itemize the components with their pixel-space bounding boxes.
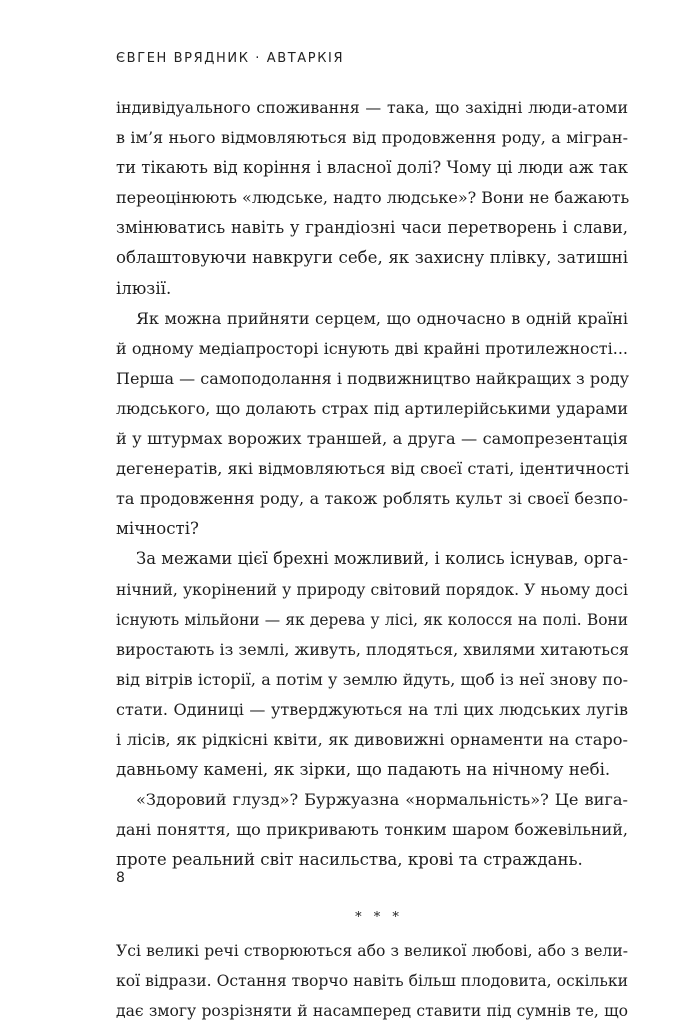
paragraph bbox=[116, 936, 628, 1026]
text-line: і лісів, як рідкісні квіти, як дивовижні орнаменти на старо- bbox=[116, 729, 628, 749]
text-line: давньому камені, як зірки, що падають на нічному небі. bbox=[116, 760, 611, 780]
text-line: мічності? bbox=[116, 519, 199, 539]
text-line: ти тікають від коріння і власної долі? Чому ці люди аж так bbox=[116, 158, 628, 178]
text-line: існують мільйони — як дерева у лісі, як колосся на полі. Вони bbox=[116, 610, 628, 629]
paragraph bbox=[116, 785, 628, 875]
text-line: виростають із землі, живуть, плодяться, хвилями хитаються bbox=[116, 639, 630, 659]
text-line: За межами цієї брехні можливий, і колись існував, орга- bbox=[136, 549, 628, 569]
text-line: Перша — самоподолання і подвижництво найкращих з роду bbox=[116, 368, 630, 388]
text-line: й одному медіапросторі існують дві крайні протилежності... bbox=[116, 338, 628, 358]
body-text bbox=[116, 93, 628, 1026]
section-separator: * * * bbox=[355, 910, 403, 926]
text-line: дає змогу розрізняти й насамперед ставити під сумнів те, що bbox=[116, 1001, 628, 1020]
text-line: нічний, укорінений у природу світовий порядок. У ньому досі bbox=[116, 580, 628, 599]
text-line: ілюзії. bbox=[116, 278, 172, 298]
text-line: Як можна прийняти серцем, що одночасно в одній країні bbox=[136, 308, 628, 328]
text-line: людського, що долають страх під артилерійськими ударами bbox=[116, 398, 628, 418]
text-line: та продовження роду, а також роблять культ зі своєї безпо- bbox=[116, 489, 628, 509]
text-line: проте реальний світ насильства, крові та страждань. bbox=[116, 850, 583, 870]
text-line: переоцінюють «людське, надто людське»? Вони не бажають bbox=[116, 188, 630, 208]
text-line: Усі великі речі створюються або з великої любові, або з вели- bbox=[116, 941, 628, 960]
text-line: дегенератів, які відмовляються від своєї статі, ідентичності bbox=[116, 459, 630, 479]
text-line: стати. Одиниці — утверджуються на тлі цих людських лугів bbox=[116, 699, 628, 719]
text-line: індивідуального споживання — така, що західні люди-атоми bbox=[116, 98, 628, 117]
page-number: 8 bbox=[116, 870, 125, 886]
text-line: кої відрази. Остання творчо навіть більш плодовита, оскільки bbox=[116, 971, 628, 990]
running-head: ЄВГЕН ВРЯДНИК · АВТАРКІЯ bbox=[116, 51, 345, 66]
text-line: й у штурмах ворожих траншей, а друга — самопрезентація bbox=[116, 429, 628, 449]
paragraph bbox=[116, 304, 628, 545]
text-line: в ім’я нього відмовляються від продовження роду, а мігран- bbox=[116, 128, 628, 148]
text-line: від вітрів історії, а потім у землю йдуть, щоб із неї знову по- bbox=[116, 669, 628, 689]
text-line: облаштовуючи навкруги себе, як захисну плівку, затишні bbox=[116, 248, 628, 268]
paragraph bbox=[116, 544, 628, 785]
text-line: змінюватись навіть у грандіозні часи перетворень і слави, bbox=[116, 218, 628, 238]
text-line: дані поняття, що прикривають тонким шаром божевільний, bbox=[116, 820, 628, 840]
paragraph bbox=[116, 93, 628, 304]
text-line: «Здоровий глузд»? Буржуазна «нормальність»? Це вига- bbox=[136, 790, 628, 810]
